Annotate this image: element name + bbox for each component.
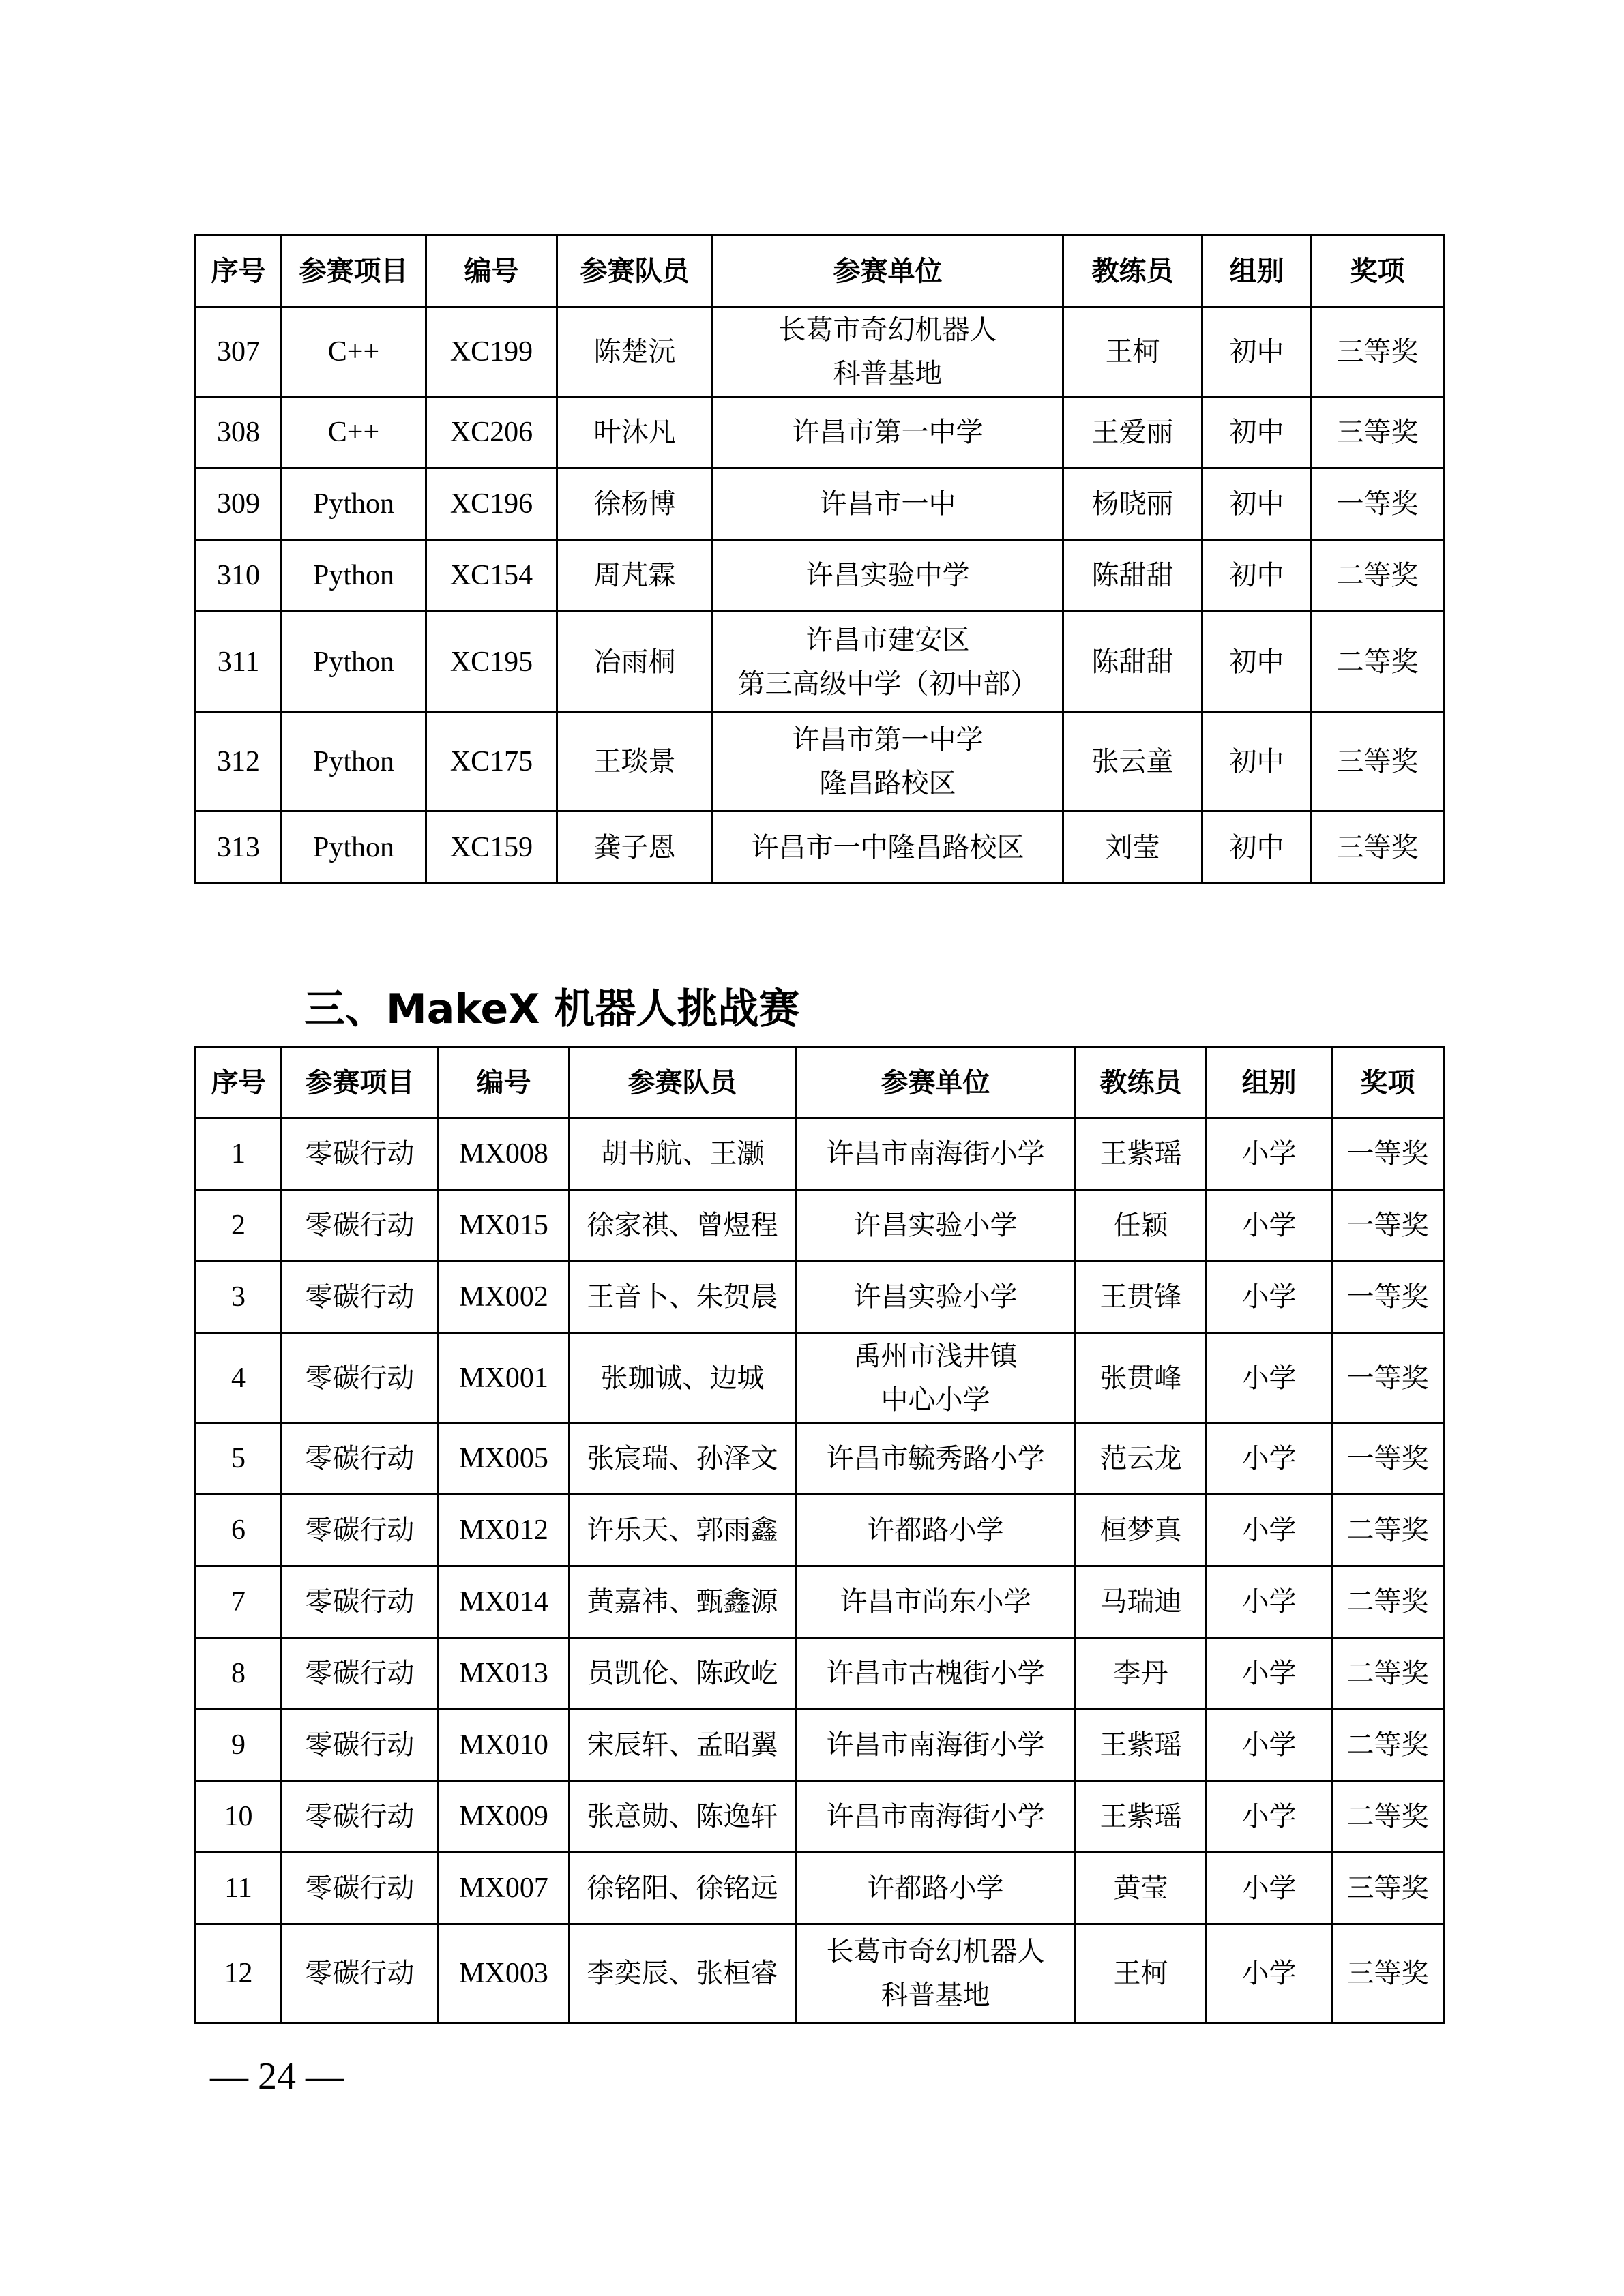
- cell-code: MX005: [439, 1423, 570, 1495]
- cell-project: 零碳行动: [282, 1781, 439, 1853]
- cell-group: 初中: [1202, 397, 1312, 468]
- cell-coach: 王柯: [1076, 1924, 1207, 2023]
- cell-unit: 许昌市一中隆昌路校区: [713, 811, 1063, 884]
- cell-no: 11: [196, 1853, 282, 1924]
- table-row: [196, 612, 1444, 713]
- cell-code: MX003: [439, 1924, 570, 2023]
- cell-group: 小学: [1207, 1262, 1332, 1333]
- cell-project: C++: [282, 397, 426, 468]
- table-row: [196, 811, 1444, 884]
- cell-award: 三等奖: [1312, 811, 1444, 884]
- cell-group: 小学: [1207, 1924, 1332, 2023]
- cell-members: 张宸瑞、孙泽文: [570, 1423, 796, 1495]
- cell-coach: 王紫瑶: [1076, 1781, 1207, 1853]
- header-group: 组别: [1202, 235, 1312, 308]
- header-code: 编号: [439, 1047, 570, 1118]
- cell-group: 小学: [1207, 1495, 1332, 1566]
- cell-group: 小学: [1207, 1781, 1332, 1853]
- cell-award: 一等奖: [1332, 1333, 1444, 1423]
- cell-coach: 李丹: [1076, 1638, 1207, 1710]
- header-group: 组别: [1207, 1047, 1332, 1118]
- cell-no: 8: [196, 1638, 282, 1710]
- unit-line: 隆昌路校区: [819, 768, 956, 799]
- cell-award: 三等奖: [1312, 308, 1444, 397]
- cell-unit: [796, 1333, 1076, 1423]
- table-row: [196, 1333, 1444, 1423]
- table-row: [196, 1118, 1444, 1190]
- cell-code: MX015: [439, 1190, 570, 1262]
- cell-coach: 桓梦真: [1076, 1495, 1207, 1566]
- cell-coach: 刘莹: [1063, 811, 1202, 884]
- cell-coach: 黄莹: [1076, 1853, 1207, 1924]
- cell-coach: 王柯: [1063, 308, 1202, 397]
- cell-code: XC206: [426, 397, 557, 468]
- cell-project: Python: [282, 811, 426, 884]
- cell-coach: 杨晓丽: [1063, 468, 1202, 540]
- cell-no: 7: [196, 1566, 282, 1638]
- cell-project: C++: [282, 308, 426, 397]
- cell-members: 王音卜、朱贺晨: [570, 1262, 796, 1333]
- cell-no: 313: [196, 811, 282, 884]
- cell-members: 周芃霖: [557, 540, 713, 612]
- header-no: 序号: [196, 235, 282, 308]
- table-row: [196, 540, 1444, 612]
- cell-award: 二等奖: [1332, 1495, 1444, 1566]
- table-row: [196, 1638, 1444, 1710]
- cell-no: 2: [196, 1190, 282, 1262]
- cell-award: 一等奖: [1332, 1118, 1444, 1190]
- cell-project: 零碳行动: [282, 1566, 439, 1638]
- header-project: 参赛项目: [282, 1047, 439, 1118]
- cell-coach: 王贯锋: [1076, 1262, 1207, 1333]
- cell-coach: 张贯峰: [1076, 1333, 1207, 1423]
- cell-group: 初中: [1202, 811, 1312, 884]
- cell-coach: 范云龙: [1076, 1423, 1207, 1495]
- cell-award: 一等奖: [1332, 1190, 1444, 1262]
- cell-no: 4: [196, 1333, 282, 1423]
- cell-members: 徐杨博: [557, 468, 713, 540]
- cell-project: 零碳行动: [282, 1190, 439, 1262]
- unit-line: 科普基地: [881, 1980, 990, 2011]
- cell-unit: 许昌市尚东小学: [796, 1566, 1076, 1638]
- cell-project: Python: [282, 468, 426, 540]
- cell-award: 三等奖: [1312, 397, 1444, 468]
- cell-members: 陈楚沅: [557, 308, 713, 397]
- cell-project: 零碳行动: [282, 1118, 439, 1190]
- cell-members: 李奕辰、张桓睿: [570, 1924, 796, 2023]
- cell-group: 小学: [1207, 1566, 1332, 1638]
- header-code: 编号: [426, 235, 557, 308]
- unit-line: 禹州市浅井镇: [853, 1340, 1018, 1372]
- page-number: — 24 —: [210, 2055, 344, 2098]
- cell-coach: 张云童: [1063, 713, 1202, 811]
- cell-code: MX013: [439, 1638, 570, 1710]
- cell-group: 初中: [1202, 713, 1312, 811]
- cell-unit: 许都路小学: [796, 1853, 1076, 1924]
- unit-line: 科普基地: [833, 358, 943, 389]
- cell-unit: [713, 308, 1063, 397]
- cell-coach: 王紫瑶: [1076, 1710, 1207, 1781]
- cell-award: 一等奖: [1312, 468, 1444, 540]
- header-unit: 参赛单位: [713, 235, 1063, 308]
- cell-award: 二等奖: [1312, 612, 1444, 713]
- cell-code: MX010: [439, 1710, 570, 1781]
- cell-members: 王琰景: [557, 713, 713, 811]
- cell-no: 3: [196, 1262, 282, 1333]
- header-no: 序号: [196, 1047, 282, 1118]
- cell-unit: 许昌市古槐街小学: [796, 1638, 1076, 1710]
- cell-coach: 任颖: [1076, 1190, 1207, 1262]
- cell-code: XC154: [426, 540, 557, 612]
- unit-line: 许昌市建安区: [806, 624, 970, 656]
- cell-group: 小学: [1207, 1423, 1332, 1495]
- cell-coach: 马瑞迪: [1076, 1566, 1207, 1638]
- cell-project: 零碳行动: [282, 1333, 439, 1423]
- cell-no: 12: [196, 1924, 282, 2023]
- cell-project: Python: [282, 713, 426, 811]
- cell-project: Python: [282, 612, 426, 713]
- unit-line: 长葛市奇幻机器人: [778, 314, 997, 346]
- cell-code: MX012: [439, 1495, 570, 1566]
- cell-project: 零碳行动: [282, 1853, 439, 1924]
- cell-no: 9: [196, 1710, 282, 1781]
- cell-coach: 陈甜甜: [1063, 540, 1202, 612]
- header-award: 奖项: [1332, 1047, 1444, 1118]
- cell-coach: 王紫瑶: [1076, 1118, 1207, 1190]
- award-table-programming: [194, 234, 1445, 884]
- cell-group: 初中: [1202, 612, 1312, 713]
- cell-unit: 许昌实验小学: [796, 1190, 1076, 1262]
- cell-members: 张意勋、陈逸轩: [570, 1781, 796, 1853]
- cell-no: 10: [196, 1781, 282, 1853]
- table-row: [196, 1262, 1444, 1333]
- table-row: [196, 1190, 1444, 1262]
- cell-project: 零碳行动: [282, 1423, 439, 1495]
- cell-unit: [713, 713, 1063, 811]
- cell-project: 零碳行动: [282, 1638, 439, 1710]
- unit-line: 第三高级中学（初中部）: [737, 668, 1038, 700]
- cell-code: XC159: [426, 811, 557, 884]
- cell-members: 宋辰轩、孟昭翼: [570, 1710, 796, 1781]
- cell-code: MX002: [439, 1262, 570, 1333]
- cell-group: 小学: [1207, 1118, 1332, 1190]
- table-row: [196, 308, 1444, 397]
- header-members: 参赛队员: [570, 1047, 796, 1118]
- cell-code: MX007: [439, 1853, 570, 1924]
- cell-no: 309: [196, 468, 282, 540]
- cell-no: 308: [196, 397, 282, 468]
- cell-award: 二等奖: [1312, 540, 1444, 612]
- table-row: [196, 468, 1444, 540]
- cell-project: 零碳行动: [282, 1710, 439, 1781]
- cell-members: 员凯伦、陈政屹: [570, 1638, 796, 1710]
- cell-group: 小学: [1207, 1638, 1332, 1710]
- header-unit: 参赛单位: [796, 1047, 1076, 1118]
- cell-members: 胡书航、王灏: [570, 1118, 796, 1190]
- header-award: 奖项: [1312, 235, 1444, 308]
- cell-unit: 许都路小学: [796, 1495, 1076, 1566]
- cell-group: 小学: [1207, 1710, 1332, 1781]
- cell-unit: 许昌市一中: [713, 468, 1063, 540]
- cell-project: Python: [282, 540, 426, 612]
- cell-members: 张珈诚、边城: [570, 1333, 796, 1423]
- cell-unit: [713, 612, 1063, 713]
- unit-line: 长葛市奇幻机器人: [826, 1936, 1045, 1967]
- cell-no: 311: [196, 612, 282, 713]
- cell-members: 叶沐凡: [557, 397, 713, 468]
- cell-no: 1: [196, 1118, 282, 1190]
- cell-group: 初中: [1202, 468, 1312, 540]
- table-row: [196, 1566, 1444, 1638]
- cell-unit: 许昌实验小学: [796, 1262, 1076, 1333]
- cell-project: 零碳行动: [282, 1924, 439, 2023]
- cell-award: 二等奖: [1332, 1638, 1444, 1710]
- table-row: [196, 1924, 1444, 2023]
- header-coach: 教练员: [1063, 235, 1202, 308]
- cell-members: 黄嘉祎、甄鑫源: [570, 1566, 796, 1638]
- cell-members: 龚子恩: [557, 811, 713, 884]
- cell-award: 三等奖: [1332, 1853, 1444, 1924]
- cell-no: 310: [196, 540, 282, 612]
- table-header-row: [196, 235, 1444, 308]
- header-members: 参赛队员: [557, 235, 713, 308]
- cell-coach: 王爱丽: [1063, 397, 1202, 468]
- cell-code: XC199: [426, 308, 557, 397]
- cell-members: 徐家祺、曾煜程: [570, 1190, 796, 1262]
- cell-award: 一等奖: [1332, 1262, 1444, 1333]
- cell-members: 冶雨桐: [557, 612, 713, 713]
- cell-members: 许乐天、郭雨鑫: [570, 1495, 796, 1566]
- cell-group: 初中: [1202, 540, 1312, 612]
- award-table-makex: [194, 1046, 1445, 2024]
- cell-group: 小学: [1207, 1333, 1332, 1423]
- table-row: [196, 1423, 1444, 1495]
- table-row: [196, 1853, 1444, 1924]
- table-row: [196, 1781, 1444, 1853]
- cell-award: 一等奖: [1332, 1423, 1444, 1495]
- table-row: [196, 397, 1444, 468]
- cell-no: 6: [196, 1495, 282, 1566]
- cell-no: 307: [196, 308, 282, 397]
- cell-members: 徐铭阳、徐铭远: [570, 1853, 796, 1924]
- table-row: [196, 1710, 1444, 1781]
- cell-unit: 许昌市南海街小学: [796, 1781, 1076, 1853]
- cell-unit: 许昌市南海街小学: [796, 1118, 1076, 1190]
- cell-code: XC196: [426, 468, 557, 540]
- cell-unit: [796, 1924, 1076, 2023]
- table-row: [196, 1495, 1444, 1566]
- cell-award: 三等奖: [1332, 1924, 1444, 2023]
- cell-project: 零碳行动: [282, 1495, 439, 1566]
- table-row: [196, 713, 1444, 811]
- cell-code: MX009: [439, 1781, 570, 1853]
- header-coach: 教练员: [1076, 1047, 1207, 1118]
- cell-no: 5: [196, 1423, 282, 1495]
- cell-code: MX001: [439, 1333, 570, 1423]
- cell-project: 零碳行动: [282, 1262, 439, 1333]
- cell-group: 小学: [1207, 1853, 1332, 1924]
- cell-unit: 许昌市第一中学: [713, 397, 1063, 468]
- cell-award: 二等奖: [1332, 1710, 1444, 1781]
- cell-group: 小学: [1207, 1190, 1332, 1262]
- unit-line: 许昌市第一中学: [792, 724, 984, 756]
- cell-code: MX008: [439, 1118, 570, 1190]
- cell-code: XC175: [426, 713, 557, 811]
- cell-coach: 陈甜甜: [1063, 612, 1202, 713]
- cell-group: 初中: [1202, 308, 1312, 397]
- section-heading: 三、MakeX 机器人挑战赛: [304, 985, 800, 1033]
- cell-award: 二等奖: [1332, 1781, 1444, 1853]
- cell-award: 二等奖: [1332, 1566, 1444, 1638]
- table-header-row: [196, 1047, 1444, 1118]
- cell-code: XC195: [426, 612, 557, 713]
- cell-award: 三等奖: [1312, 713, 1444, 811]
- cell-unit: 许昌市毓秀路小学: [796, 1423, 1076, 1495]
- cell-code: MX014: [439, 1566, 570, 1638]
- cell-unit: 许昌市南海街小学: [796, 1710, 1076, 1781]
- cell-unit: 许昌实验中学: [713, 540, 1063, 612]
- cell-no: 312: [196, 713, 282, 811]
- header-project: 参赛项目: [282, 235, 426, 308]
- unit-line: 中心小学: [881, 1384, 990, 1416]
